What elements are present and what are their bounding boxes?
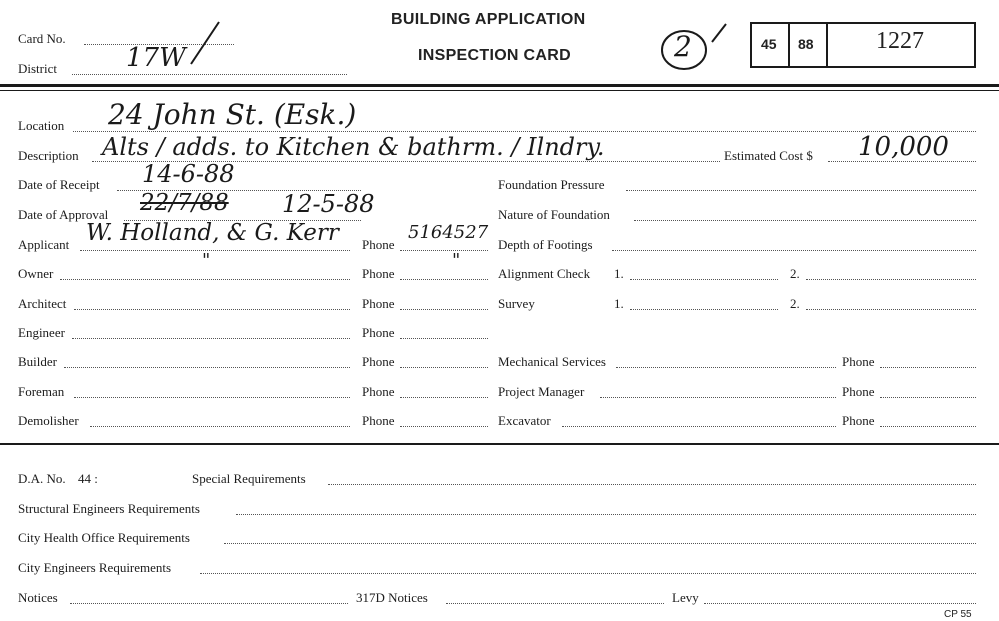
city-health-line[interactable] <box>224 543 976 544</box>
builder-phone-line[interactable] <box>400 367 488 368</box>
foreman-phone-label: Phone <box>362 384 395 399</box>
owner-ditto-mark: " <box>202 250 211 271</box>
da-no-value: 44 : <box>78 471 98 486</box>
reference-box <box>750 22 976 68</box>
alignment-item1-label: 1. <box>614 266 624 281</box>
owner-phone-label: Phone <box>362 266 395 281</box>
survey-line-1[interactable] <box>630 309 778 310</box>
header-divider-thin <box>0 90 999 91</box>
builder-label: Builder <box>18 354 57 369</box>
box-code-1: 45 <box>761 36 777 52</box>
date-approval-label: Date of Approval <box>18 207 109 222</box>
mechanical-phone-label: Phone <box>842 354 875 369</box>
card-no-label: Card No. <box>18 31 66 46</box>
project-manager-label: Project Manager <box>498 384 585 399</box>
depth-footings-label: Depth of Footings <box>498 237 593 252</box>
estimated-cost-label: Estimated Cost $ <box>724 148 813 163</box>
project-manager-phone-line[interactable] <box>880 397 976 398</box>
description-label: Description <box>18 148 79 163</box>
form-title-line1: BUILDING APPLICATION <box>391 11 586 28</box>
foreman-label: Foreman <box>18 384 65 399</box>
project-manager-phone-label: Phone <box>842 384 875 399</box>
city-health-label: City Health Office Requirements <box>18 530 190 545</box>
alignment-item2-label: 2. <box>790 266 800 281</box>
owner-line[interactable] <box>60 279 350 280</box>
description-value: Alts / adds. to Kitchen & bathrm. / Ilndry. <box>102 133 605 161</box>
owner-label: Owner <box>18 266 54 281</box>
alignment-check-line-1[interactable] <box>630 279 778 280</box>
special-requirements-label: Special Requirements <box>192 471 306 486</box>
alignment-check-line-2[interactable] <box>806 279 976 280</box>
district-value: 17W <box>126 43 186 73</box>
engineer-label: Engineer <box>18 325 65 340</box>
foreman-phone-line[interactable] <box>400 397 488 398</box>
mechanical-phone-line[interactable] <box>880 367 976 368</box>
notices-label: Notices <box>18 590 58 605</box>
applicant-phone-line[interactable] <box>400 250 488 251</box>
nature-foundation-line[interactable] <box>634 220 976 221</box>
header-divider <box>0 84 999 87</box>
location-line[interactable] <box>73 131 976 132</box>
foreman-line[interactable] <box>74 397 350 398</box>
special-requirements-line[interactable] <box>328 484 976 485</box>
survey-item1-label: 1. <box>614 296 624 311</box>
handwritten-slash-mark <box>185 18 225 68</box>
demolisher-phone-label: Phone <box>362 413 395 428</box>
engineer-phone-label: Phone <box>362 325 395 340</box>
notices-317d-line[interactable] <box>446 603 664 604</box>
demolisher-phone-line[interactable] <box>400 426 488 427</box>
engineer-line[interactable] <box>72 338 350 339</box>
location-label: Location <box>18 118 65 133</box>
engineer-phone-line[interactable] <box>400 338 488 339</box>
survey-line-2[interactable] <box>806 309 976 310</box>
foundation-pressure-label: Foundation Pressure <box>498 177 605 192</box>
circled-number: 2 <box>674 30 692 63</box>
architect-line[interactable] <box>74 309 350 310</box>
alignment-check-label: Alignment Check <box>498 266 591 281</box>
applicant-label: Applicant <box>18 237 70 252</box>
city-engineers-line[interactable] <box>200 573 976 574</box>
da-no-label: D.A. No. <box>18 471 66 486</box>
project-manager-line[interactable] <box>600 397 836 398</box>
box-number: 1227 <box>876 28 924 54</box>
structural-engineers-line[interactable] <box>236 514 976 515</box>
city-engineers-label: City Engineers Requirements <box>18 560 172 575</box>
notices-line[interactable] <box>70 603 348 604</box>
excavator-label: Excavator <box>498 413 551 428</box>
excavator-phone-line[interactable] <box>880 426 976 427</box>
mechanical-services-line[interactable] <box>616 367 836 368</box>
demolisher-line[interactable] <box>90 426 350 427</box>
location-value: 24 John St. (Esk.) <box>108 98 357 131</box>
demolisher-label: Demolisher <box>18 413 79 428</box>
architect-phone-label: Phone <box>362 296 395 311</box>
applicant-phone-value: 5164527 <box>408 222 489 243</box>
nature-foundation-label: Nature of Foundation <box>498 207 610 222</box>
excavator-phone-label: Phone <box>842 413 875 428</box>
estimated-cost-value: 10,000 <box>858 132 949 162</box>
architect-label: Architect <box>18 296 67 311</box>
mechanical-services-label: Mechanical Services <box>498 354 606 369</box>
owner-phone-ditto-mark: " <box>452 250 461 271</box>
builder-line[interactable] <box>64 367 350 368</box>
applicant-line[interactable] <box>80 250 350 251</box>
date-receipt-value: 14-6-88 <box>142 160 235 188</box>
date-approval-struck: 22/7/88 <box>140 190 229 216</box>
survey-item2-label: 2. <box>790 296 800 311</box>
circled-number-mark <box>656 22 736 74</box>
section-divider <box>0 443 999 445</box>
district-line[interactable] <box>72 74 347 75</box>
date-receipt-label: Date of Receipt <box>18 177 100 192</box>
excavator-line[interactable] <box>562 426 836 427</box>
levy-label: Levy <box>672 590 699 605</box>
applicant-phone-label: Phone <box>362 237 395 252</box>
box-code-2: 88 <box>798 36 814 52</box>
levy-line[interactable] <box>704 603 976 604</box>
owner-phone-line[interactable] <box>400 279 488 280</box>
builder-phone-label: Phone <box>362 354 395 369</box>
depth-footings-line[interactable] <box>612 250 976 251</box>
date-approval-value: 12-5-88 <box>282 190 375 218</box>
foundation-pressure-line[interactable] <box>626 190 976 191</box>
form-title-line2: INSPECTION CARD <box>418 47 571 64</box>
applicant-value: W. Holland, & G. Kerr <box>86 220 339 246</box>
district-label: District <box>18 61 57 76</box>
form-code: CP 55 <box>944 609 972 620</box>
notices-317d-label: 317D Notices <box>356 590 428 605</box>
architect-phone-line[interactable] <box>400 309 488 310</box>
survey-label: Survey <box>498 296 535 311</box>
structural-engineers-label: Structural Engineers Requirements <box>18 501 200 516</box>
